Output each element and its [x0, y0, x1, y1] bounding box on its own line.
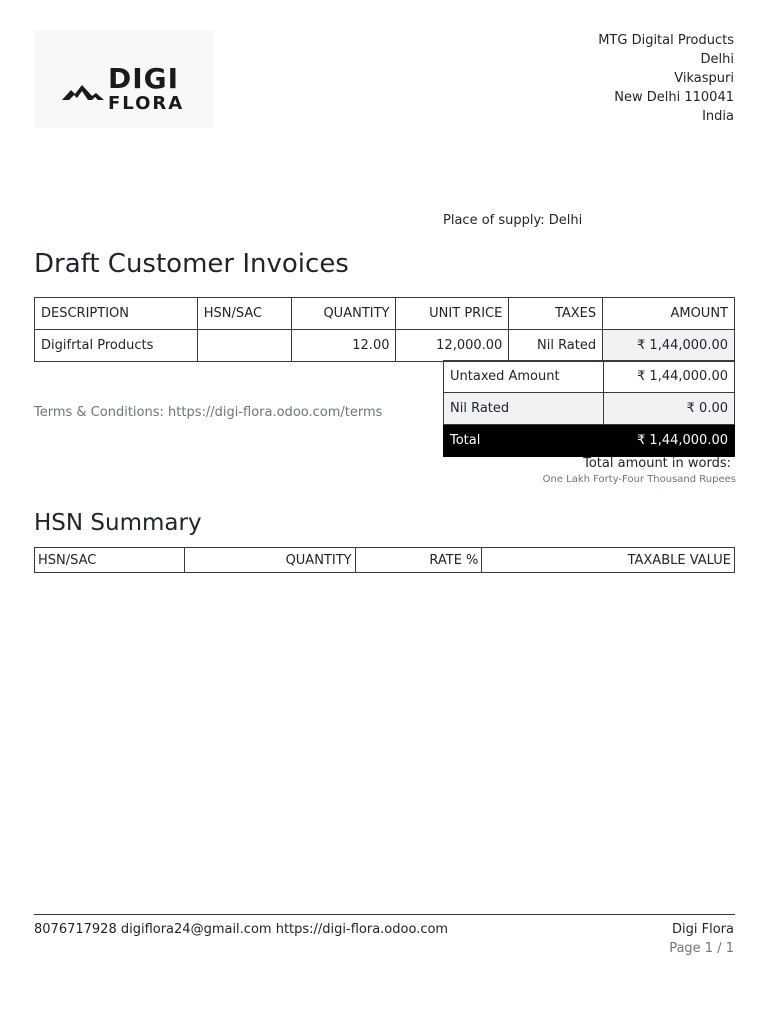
quantity-column-header: QUANTITY	[184, 548, 355, 573]
hsn-summary-title: HSN Summary	[34, 510, 202, 536]
amount-in-words: One Lakh Forty-Four Thousand Rupees	[542, 474, 736, 485]
totals-table	[443, 360, 735, 457]
line-hsn	[197, 330, 291, 362]
company-address	[598, 31, 734, 126]
amount-in-words-label: Total amount in words:	[583, 456, 731, 471]
column-header-taxes: TAXES	[509, 298, 603, 330]
page-title: Draft Customer Invoices	[34, 249, 349, 279]
hsn-summary-table	[34, 547, 735, 573]
column-header-quantity: QUANTITY	[291, 298, 396, 330]
tax-label: Nil Rated	[444, 393, 604, 425]
footer-contact: 8076717928 digiflora24@gmail.com https://digi-flora.odoo.com	[34, 922, 449, 937]
hsn-column-header: HSN/SAC	[35, 548, 185, 573]
line-quantity: 12.00	[291, 330, 396, 362]
line-amount: ₹ 1,44,000.00	[603, 330, 735, 362]
untaxed-amount-value: ₹ 1,44,000.00	[604, 361, 735, 393]
logo-text-flora: FLORA	[108, 93, 185, 114]
page-number: Page 1 / 1	[669, 941, 734, 956]
invoice-lines-table	[34, 297, 735, 362]
place-of-supply: Place of supply: Delhi	[443, 213, 583, 228]
logo-text-digi: DIGI	[108, 62, 180, 95]
total-value: ₹ 1,44,000.00	[604, 425, 735, 457]
address-line: India	[702, 109, 734, 124]
untaxed-amount-label: Untaxed Amount	[444, 361, 604, 393]
untaxed-amount-row	[444, 361, 735, 393]
column-header-unit-price: UNIT PRICE	[396, 298, 509, 330]
rate-column-header: RATE %	[355, 548, 482, 573]
line-taxes: Nil Rated	[509, 330, 603, 362]
address-line: New Delhi 110041	[614, 90, 734, 105]
mountain-icon	[62, 82, 104, 102]
line-description: Digifrtal Products	[35, 330, 198, 362]
column-header-description: DESCRIPTION	[35, 298, 198, 330]
table-header-row	[35, 298, 735, 330]
column-header-amount: AMOUNT	[603, 298, 735, 330]
line-unit-price: 12,000.00	[396, 330, 509, 362]
company-logo	[34, 30, 214, 128]
column-header-hsn: HSN/SAC	[197, 298, 291, 330]
tax-row	[444, 393, 735, 425]
address-line: MTG Digital Products	[598, 33, 734, 48]
total-row	[444, 425, 735, 457]
total-label: Total	[444, 425, 604, 457]
footer-divider	[34, 914, 735, 915]
taxable-value-column-header: TAXABLE VALUE	[482, 548, 735, 573]
address-line: Delhi	[700, 52, 734, 67]
terms-and-conditions: Terms & Conditions: https://digi-flora.odoo.com/terms	[34, 405, 383, 420]
table-header-row	[35, 548, 735, 573]
address-line: Vikaspuri	[674, 71, 734, 86]
tax-value: ₹ 0.00	[604, 393, 735, 425]
table-row	[35, 330, 735, 362]
footer-company-name: Digi Flora	[672, 922, 734, 937]
